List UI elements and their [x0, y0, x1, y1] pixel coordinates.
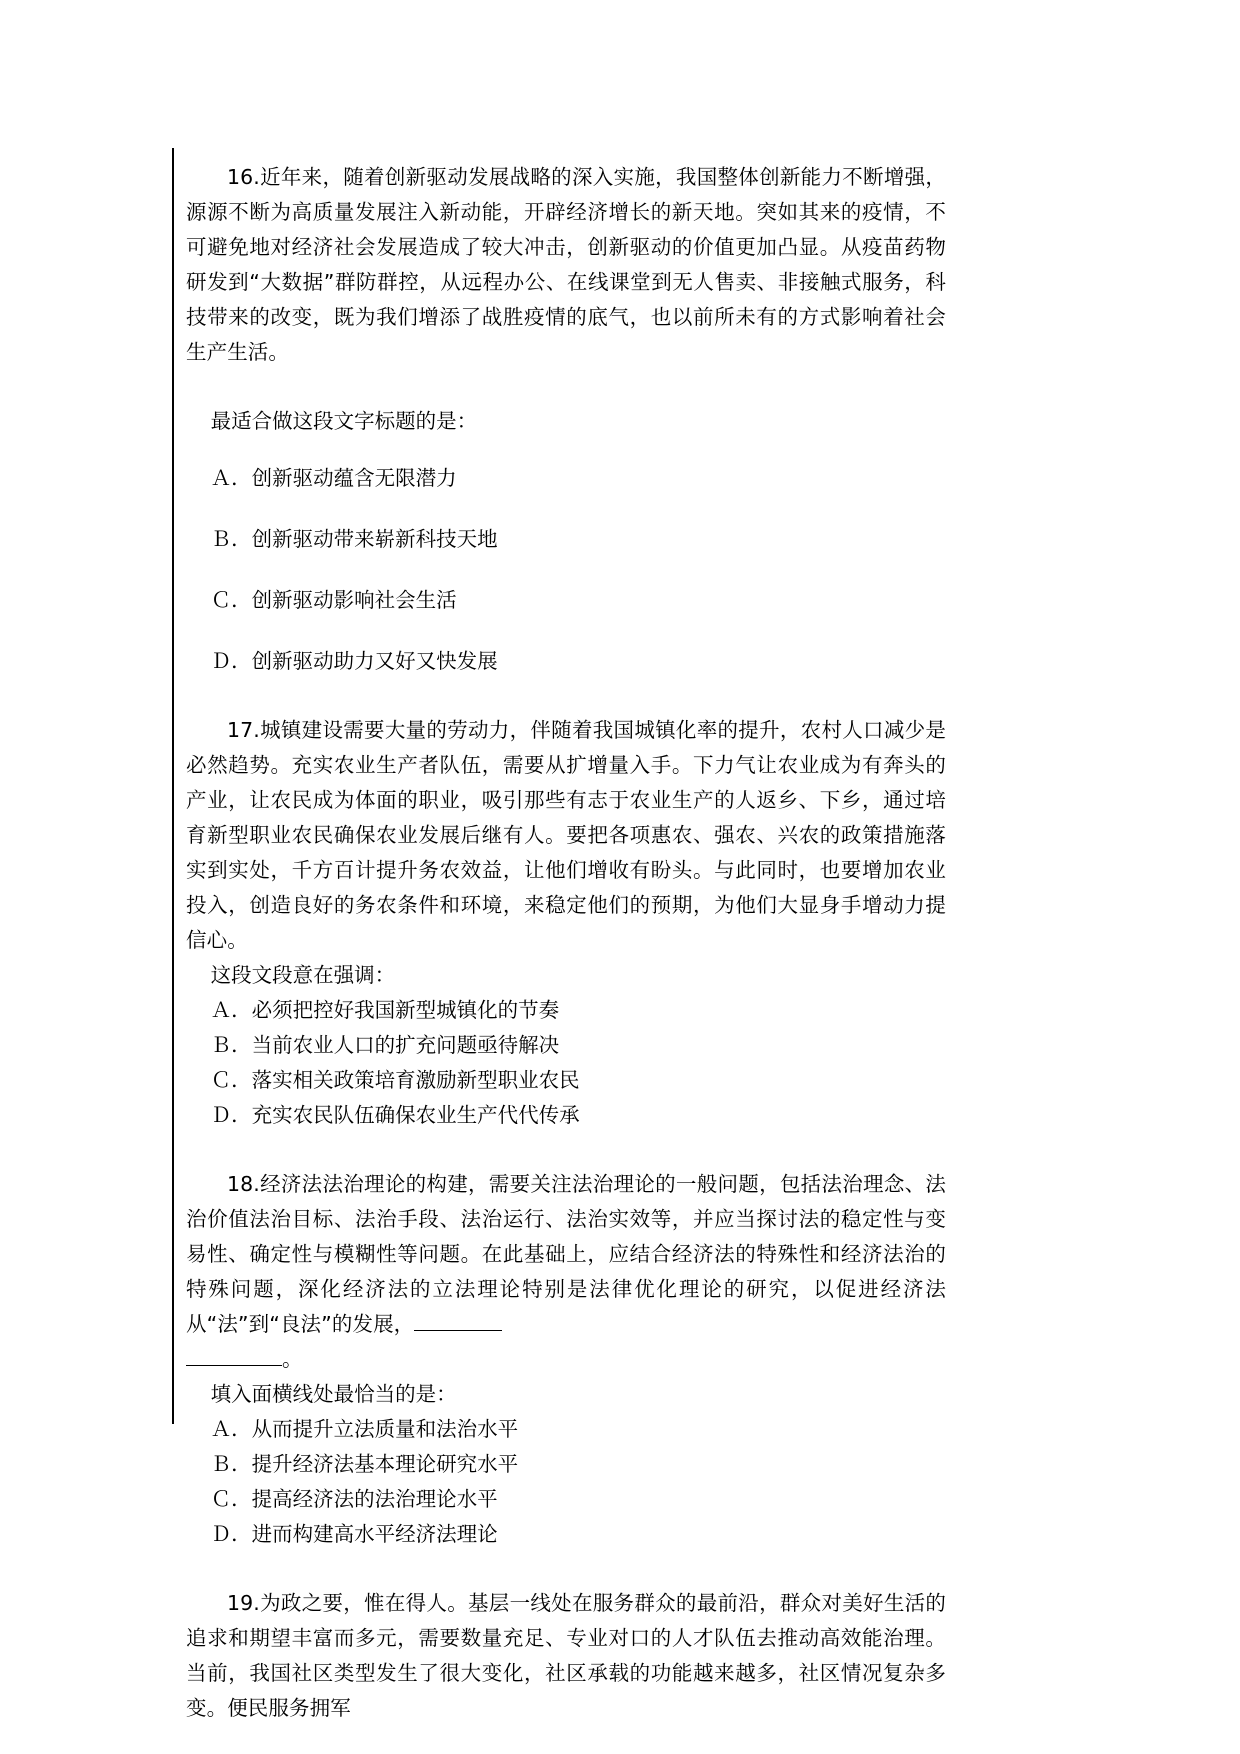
question-18-stem: 填入面横线处最恰当的是：: [210, 1382, 457, 1406]
question-19: [186, 1586, 946, 1726]
question-17-option-b[interactable]: Ｂ．当前农业人口的扩充问题亟待解决: [210, 1033, 560, 1057]
question-18: [186, 1167, 946, 1552]
question-18-option-b[interactable]: Ｂ．提升经济法基本理论研究水平: [210, 1452, 519, 1476]
question-16-option-c[interactable]: Ｃ．创新驱动影响社会生活: [210, 588, 457, 612]
question-16-passage: 16.近年来，随着创新驱动发展战略的深入实施，我国整体创新能力不断增强，源源不断为高质量发展注入新动能，开辟经济增长的新天地。突如其来的疫情，不可避免地对经济社会发展造成了较大冲击，创新驱动的价值更加凸显。从疫苗药物研发到“大数据”群防群控，从远程办公、在线课堂到无人售卖、非接触式服务，科技带来的改变，既为我们增添了战胜疫情的底气，也以前所未有的方式影响着社会生产生活。: [186, 165, 946, 364]
question-18-passage-text: 18.经济法法治理论的构建，需要关注法治理论的一般问题，包括法治理念、法治价值法治目标、法治手段、法治运行、法治实效等，并应当探讨法的稳定性与变易性、确定性与模糊性等问题。在此基础上，应结合经济法的特殊性和经济法治的特殊问题，深化经济法的立法理论特别是法律优化理论的研究，以促进经济法从“法”到“良法”的发展，: [186, 1172, 946, 1336]
question-17-option-a[interactable]: Ａ．必须把控好我国新型城镇化的节奏: [210, 998, 560, 1022]
question-16-stem: 最适合做这段文字标题的是：: [210, 409, 478, 433]
question-18-option-c[interactable]: Ｃ．提高经济法的法治理论水平: [210, 1487, 498, 1511]
left-margin-rule: [172, 148, 174, 1424]
question-18-passage: [186, 1167, 946, 1377]
question-17-option-c[interactable]: Ｃ．落实相关政策培育激励新型职业农民: [210, 1068, 580, 1092]
spacer: [186, 679, 946, 713]
question-17-stem: 这段文段意在强调：: [210, 963, 396, 987]
spacer: [186, 1133, 946, 1167]
fill-blank-line-continued: [186, 1365, 282, 1366]
question-19-passage: 19.为政之要，惟在得人。基层一线处在服务群众的最前沿，群众对美好生活的追求和期望丰富而多元，需要数量充足、专业对口的人才队伍去推动高效能治理。当前，我国社区类型发生了很大变化，社区承载的功能越来越多，社区情况复杂多变。便民服务拥军: [186, 1591, 946, 1720]
question-18-passage-end: 。: [282, 1347, 303, 1371]
document-content: [186, 160, 946, 1726]
question-16: [186, 160, 946, 679]
question-16-option-a[interactable]: Ａ．创新驱动蕴含无限潜力: [210, 466, 457, 490]
question-17: [186, 713, 946, 1133]
question-17-passage: 17.城镇建设需要大量的劳动力，伴随着我国城镇化率的提升，农村人口减少是必然趋势。充实农业生产者队伍，需要从扩增量入手。下力气让农业成为有奔头的产业，让农民成为体面的职业，吸引那些有志于农业生产的人返乡、下乡，通过培育新型职业农民确保农业发展后继有人。要把各项惠农、强农、兴农的政策措施落实到实处，千方百计提升务农效益，让他们增收有盼头。与此同时，也要增加农业投入，创造良好的务农条件和环境，来稳定他们的预期，为他们大显身手增动力提信心。: [186, 718, 946, 952]
spacer: [186, 370, 946, 404]
question-16-option-d[interactable]: Ｄ．创新驱动助力又好又快发展: [210, 649, 498, 673]
spacer: [186, 1552, 946, 1586]
question-18-option-a[interactable]: Ａ．从而提升立法质量和法治水平: [210, 1417, 519, 1441]
question-17-option-d[interactable]: Ｄ．充实农民队伍确保农业生产代代传承: [210, 1103, 580, 1127]
question-16-option-b[interactable]: Ｂ．创新驱动带来崭新科技天地: [210, 527, 498, 551]
fill-blank-line: [414, 1330, 502, 1331]
spacer: [186, 439, 946, 461]
question-18-option-d[interactable]: Ｄ．进而构建高水平经济法理论: [210, 1522, 498, 1546]
